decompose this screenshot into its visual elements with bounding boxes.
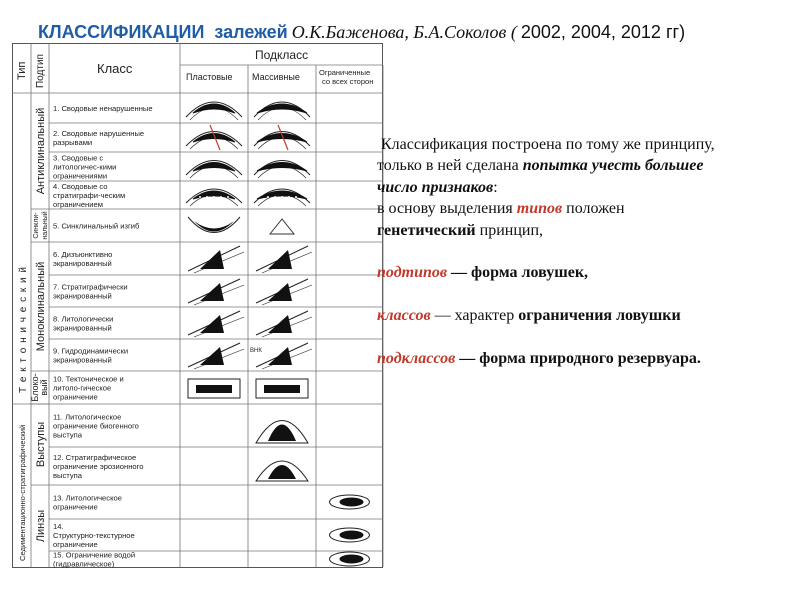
block-reservoir <box>264 385 300 393</box>
syncline-reservoir <box>194 221 234 232</box>
subtype-label: Антиклинальный <box>35 107 47 195</box>
syncline-massive <box>270 219 294 234</box>
desc-colon: : <box>493 178 498 196</box>
desc-subtypes: подтипов <box>377 264 448 282</box>
reservoir-fill <box>193 163 235 172</box>
classification-table <box>12 43 384 569</box>
subtype-label-2: нальный <box>42 211 49 240</box>
desc-character: — характер <box>430 307 519 325</box>
block-reservoir <box>196 385 232 393</box>
dot-mark <box>267 196 269 198</box>
class-label: стратиграфи-ческим <box>53 191 126 200</box>
desc-line-2 <box>377 155 787 176</box>
wedge-reservoir <box>268 283 292 301</box>
desc-genetic: генетический <box>377 221 476 239</box>
dot-mark <box>281 196 283 198</box>
dot-mark <box>220 196 222 198</box>
class-label: 10. Тектоническое и <box>53 374 124 384</box>
dot-mark <box>213 196 215 198</box>
header-subclass: Подкласс <box>255 48 309 62</box>
desc-line-6 <box>377 262 787 283</box>
table-labels <box>16 48 373 569</box>
class-label: разрывами <box>53 138 93 147</box>
class-label: 2. Сводовые нарушенные <box>53 129 145 138</box>
class-label: литологичес-кими <box>53 162 117 172</box>
desc-reservoir-shape: — форма природного резервуара. <box>455 350 701 368</box>
desc-basis: в основу выделения <box>377 200 517 218</box>
header-class: Класс <box>97 61 133 76</box>
table-frame <box>13 44 383 568</box>
class-label: 7. Стратиграфически <box>53 282 128 292</box>
projection-reservoir <box>268 465 296 479</box>
reservoir-fill <box>193 104 235 113</box>
header-subtype: Подтип <box>35 54 46 88</box>
class-label: экранированный <box>53 259 112 268</box>
subtype-label: Линзы <box>35 509 47 543</box>
dot-mark <box>199 196 201 198</box>
desc-attempt-prefix: только в ней сделана <box>377 157 523 175</box>
class-label: 14. <box>53 522 64 531</box>
class-label: ограничение эрозионного <box>53 462 144 471</box>
class-label: ограничение <box>53 502 98 512</box>
class-label: 9. Гидродинамически <box>53 346 129 356</box>
class-label: 6. Дизъюнктивно <box>53 250 113 259</box>
reservoir-fill <box>257 163 307 172</box>
desc-line-8 <box>377 348 787 369</box>
class-label: 4. Сводовые со <box>53 182 108 191</box>
desc-subclasses: подклассов <box>377 350 456 368</box>
description-block <box>377 134 787 369</box>
class-label: 8. Литологически <box>53 314 114 324</box>
class-label: ограничение <box>53 392 98 402</box>
desc-types: типов <box>516 200 563 218</box>
subtype-label: Блоко- <box>30 373 40 402</box>
wedge-reservoir <box>200 347 224 365</box>
subtype-label: Моноклинальный <box>35 261 47 352</box>
class-label: экранированный <box>53 291 112 301</box>
wedge-reservoir <box>268 250 292 269</box>
desc-trap-limit: ограничения ловушки <box>518 307 681 325</box>
reservoir-fill <box>257 104 307 113</box>
title-classification: КЛАССИФИКАЦИИ <box>38 22 205 42</box>
desc-principle: Классификация построена по тому же принципу, <box>381 136 715 153</box>
class-label: Структурно-текстурное <box>53 531 135 540</box>
class-label: 1. Сводовые ненарушенные <box>53 104 153 113</box>
projection-reservoir <box>268 425 296 442</box>
dot-mark <box>206 196 208 198</box>
subtype-label: Выступы <box>35 421 47 468</box>
header-col-layered: Пластовые <box>186 72 233 82</box>
desc-classes: классов <box>377 307 431 325</box>
type-sedimentary: Седиментационно-стратиграфический <box>18 424 27 561</box>
class-label: выступа <box>53 471 82 480</box>
title-years: 2002, 2004, 2012 гг) <box>520 22 686 42</box>
desc-laid: положен <box>562 200 625 218</box>
wedge-reservoir <box>268 347 292 365</box>
title-deposits: залежей <box>214 22 288 42</box>
class-label: литоло-гическое <box>53 383 112 393</box>
table-cells <box>186 102 370 566</box>
header-type: Тип <box>16 61 28 80</box>
type-tectonic: Т е к т о н и ч е с к и й <box>18 266 29 393</box>
desc-line-5 <box>377 220 787 241</box>
dot-mark <box>295 196 297 198</box>
vnk-label: ВНК <box>250 348 262 354</box>
desc-line-1 <box>377 134 787 155</box>
wedge-reservoir <box>268 315 292 333</box>
class-label: ограничение биогенного <box>53 421 139 431</box>
wedge-reservoir <box>200 250 224 269</box>
class-label: ограничением <box>53 200 103 209</box>
class-label: (гидравлическое) <box>53 559 115 569</box>
dot-mark <box>274 196 276 198</box>
subtype-label-2: вый <box>39 379 49 396</box>
desc-trap-shape: — форма ловушек, <box>447 264 589 282</box>
class-label: 11. Литологическое <box>53 412 122 422</box>
desc-line-4 <box>377 198 787 219</box>
class-label: ограничение <box>53 540 98 549</box>
desc-line-7 <box>377 305 787 326</box>
class-label: экранированный <box>53 355 112 365</box>
desc-principle-word: принцип, <box>475 221 544 239</box>
subtype-label: Синкли- <box>33 212 40 239</box>
class-label: выступа <box>53 430 82 440</box>
dot-mark <box>227 196 229 198</box>
class-label: 12. Стратиграфическое <box>53 453 137 462</box>
class-label: 3. Сводовые с <box>53 153 104 163</box>
desc-features: число признаков <box>377 178 494 196</box>
class-label: 15. Ограничение водой <box>53 550 136 560</box>
desc-attempt: попытка учесть большее <box>522 157 704 175</box>
class-label: 5. Синклинальный изгиб <box>53 221 140 231</box>
lens-reservoir <box>340 498 364 507</box>
class-label: экранированный <box>53 323 112 333</box>
header-col-bounded-2: со всех сторон <box>322 77 374 86</box>
title-authors: О.К.Баженова, Б.А.Соколов ( <box>291 22 517 42</box>
wedge-reservoir <box>200 283 224 301</box>
table-grid <box>12 43 383 567</box>
wedge-reservoir <box>200 315 224 333</box>
class-label: 13. Литологическое <box>53 493 122 503</box>
desc-line-3 <box>377 177 787 198</box>
class-label: ограничениями <box>53 171 108 181</box>
lens-reservoir <box>340 555 364 564</box>
slide-title <box>38 22 685 43</box>
dot-mark <box>288 196 290 198</box>
header-col-massive: Массивные <box>252 72 300 82</box>
lens-reservoir <box>340 531 364 540</box>
header-col-bounded: Ограниченные <box>319 68 371 77</box>
